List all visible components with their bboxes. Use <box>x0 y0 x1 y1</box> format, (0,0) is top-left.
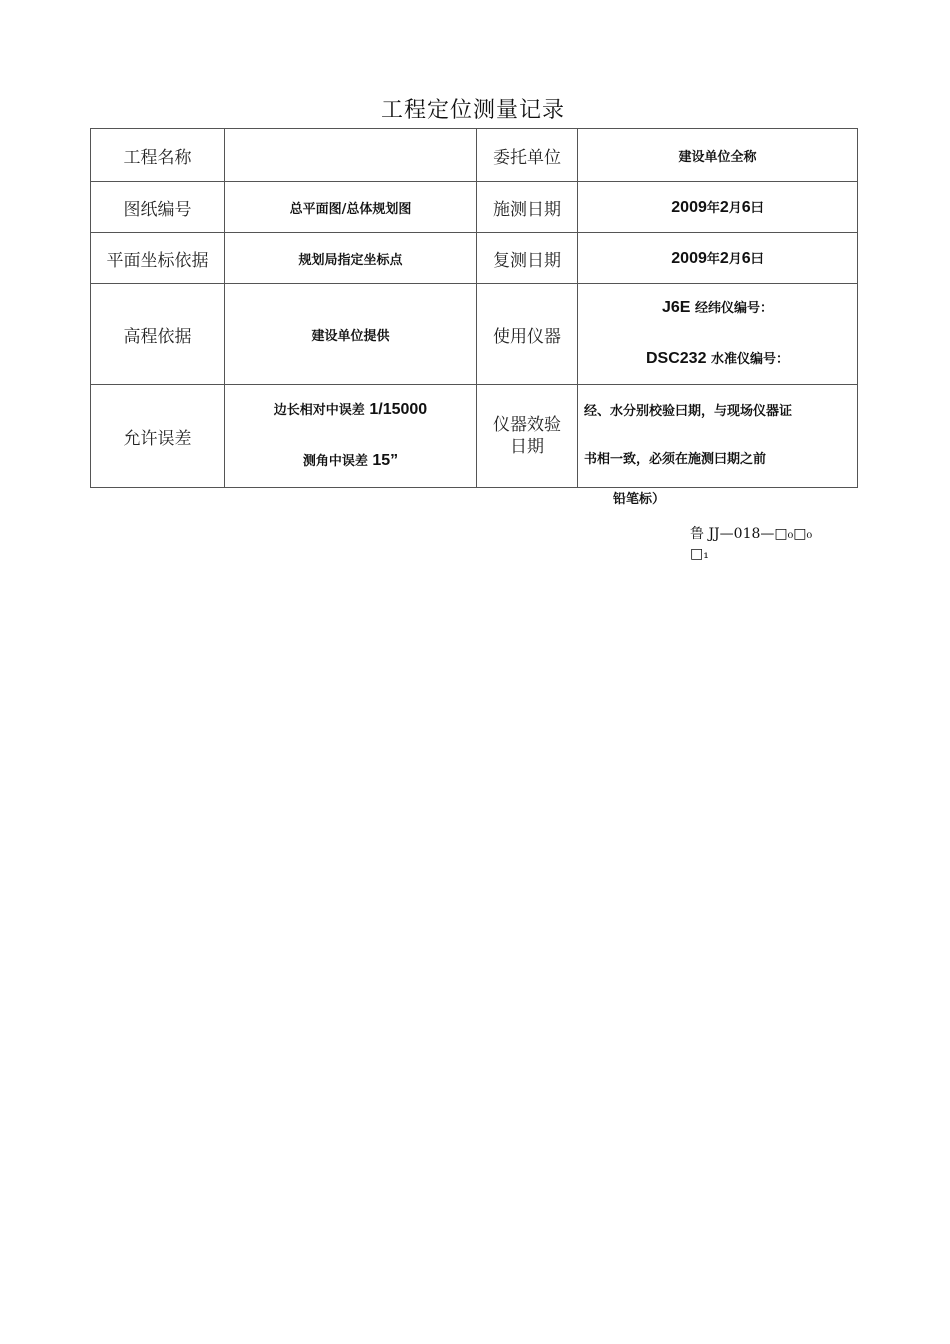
level-text: 水准仪编号： <box>711 352 790 367</box>
angle-error-line <box>225 450 476 473</box>
angle-error-text: 测角中误差 <box>302 454 368 469</box>
table-row <box>91 182 858 233</box>
form-code-line2: □₁ <box>690 546 709 562</box>
resurvey-date-month: 2 <box>719 250 729 267</box>
level-code: DSC232 <box>645 350 707 367</box>
coordinate-basis-value: 规划局指定坐标点 <box>225 233 477 284</box>
elevation-basis-value: 建设单位提供 <box>225 284 477 385</box>
level-line <box>578 348 857 371</box>
side-error-num: 1/15000 <box>369 401 428 418</box>
instrument-value <box>578 284 858 385</box>
survey-date-value <box>578 182 858 233</box>
side-error-text: 边长相对中误差 <box>273 403 365 418</box>
survey-date-month: 2 <box>719 199 729 216</box>
resurvey-date-year: 2009 <box>671 250 707 267</box>
theodolite-line <box>578 297 857 320</box>
survey-date-year: 2009 <box>671 199 707 216</box>
calibration-date-label-line2: 日期 <box>510 437 544 457</box>
resurvey-date-value <box>578 233 858 284</box>
form-code-line1: 鲁 JJ—018—□₀□₀ <box>690 526 813 542</box>
instrument-label: 使用仪器 <box>477 284 578 385</box>
survey-date-year-unit: 年 <box>706 201 720 216</box>
angle-error-num: 15” <box>372 452 399 469</box>
table-row <box>91 385 858 488</box>
side-error-line <box>225 399 476 422</box>
coordinate-basis-label: 平面坐标依据 <box>91 233 225 284</box>
calibration-note-continuation: 铅笔标） <box>613 492 666 507</box>
survey-date-day: 6 <box>741 199 751 216</box>
drawing-number-label: 图纸编号 <box>91 182 225 233</box>
elevation-basis-label: 高程依据 <box>91 284 225 385</box>
client-label: 委托单位 <box>477 129 578 182</box>
survey-date-month-unit: 月 <box>728 201 742 216</box>
tolerance-label: 允许误差 <box>91 385 225 488</box>
calibration-note-line1: 经、水分别校验曰期，与现场仪器证 <box>584 404 793 419</box>
project-name-label: 工程名称 <box>91 129 225 182</box>
form-code <box>690 524 812 564</box>
resurvey-date-day: 6 <box>741 250 751 267</box>
resurvey-date-day-unit: 曰 <box>750 252 764 267</box>
resurvey-date-label: 复测日期 <box>477 233 578 284</box>
survey-date-label: 施测日期 <box>477 182 578 233</box>
survey-date-day-unit: 曰 <box>750 201 764 216</box>
theodolite-text: 经纬仪编号： <box>694 301 773 316</box>
page-title: 工程定位测量记录 <box>380 98 565 123</box>
table-row <box>91 129 858 182</box>
client-value: 建设单位全称 <box>578 129 858 182</box>
table-row <box>91 233 858 284</box>
table-row <box>91 284 858 385</box>
tolerance-value <box>225 385 477 488</box>
resurvey-date-year-unit: 年 <box>706 252 720 267</box>
drawing-number-value: 总平面图/总体规划图 <box>225 182 477 233</box>
project-name-value <box>225 129 477 182</box>
calibration-date-value <box>578 385 858 488</box>
calibration-note-line2: 书相一致，必须在施测曰期之前 <box>584 452 767 467</box>
calibration-date-label-line1: 仪器效验 <box>493 415 561 435</box>
resurvey-date-month-unit: 月 <box>728 252 742 267</box>
theodolite-code: J6E <box>661 299 691 316</box>
measurement-record-table <box>90 128 858 488</box>
calibration-date-label <box>477 385 578 488</box>
